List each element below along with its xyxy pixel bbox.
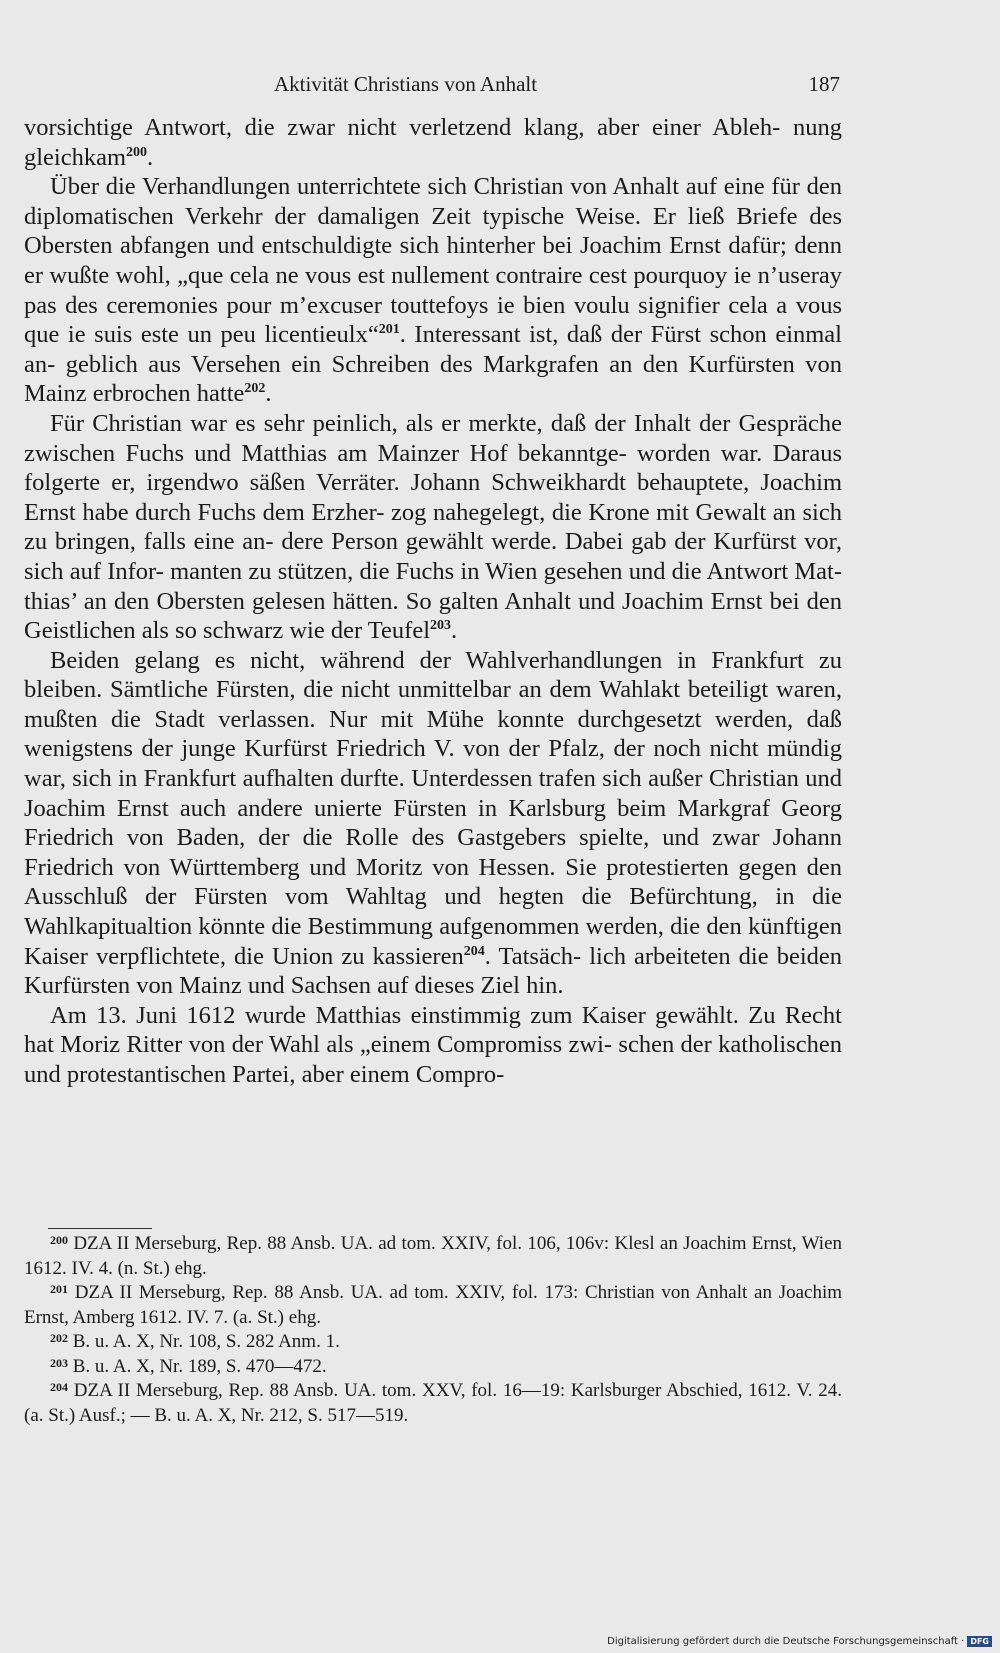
paragraph-1: vorsichtige Antwort, die zwar nicht verletzend klang, aber einer Ableh- nung gleichkam$^{200}$. (24, 114, 842, 171)
paragraph-2: Über die Verhandlungen unterrichtete sich Christian von Anhalt auf eine für den diplomatischen Verkehr der damaligen Zeit typische Weise. Er ließ Briefe des Obersten abfangen und entschuldigte sich hinterher bei Joachim Ernst dafür; denn er wußte wohl, „que cela ne vous est nullement contraire cest pourquoy ie n’useray pas des ceremonies pour m’excuser touttefoys ie bien voulu signifier cela a vous que ie suis este un peu licentieulx“$^{201}$. Interessant ist, daß der Fürst schon einmal an- geblich aus Versehen ein Schreiben des Markgrafen an den Kurfürsten von Mainz erbrochen hatte$^{202}$. (24, 173, 842, 408)
main-text (24, 113, 842, 1090)
credit-text: Digitalisierung gefördert durch die Deutsche Forschungsgemeinschaft · (607, 1636, 965, 1647)
footnote-ref-200[interactable]: 200 (126, 144, 148, 160)
paragraph-4: Beiden gelang es nicht, während der Wahlverhandlungen in Frankfurt zu bleiben. Sämtliche Fürsten, die nicht unmittelbar an dem Wahlakt beteiligt waren, mußten die Stadt verlassen. Nur mit Mühe konnte durchgesetzt werden, daß wenigstens der junge Kurfürst Friedrich V. von der Pfalz, der noch nicht mündig war, sich in Frankfurt aufhalten durfte. Unterdessen trafen sich außer Christian und Joachim Ernst auch andere unierte Fürsten in Karlsburg beim Markgraf Georg Friedrich von Baden, der die Rolle des Gastgebers spielte, und zwar Johann Friedrich von Württemberg und Moritz von Hessen. Sie protestierten gegen den Ausschluß der Fürsten vom Wahltag und hegten die Befürchtung, in die Wahlkapitualtion könnte die Bestimmung aufgenommen werden, die den künftigen Kaiser verpflichtete, die Union zu kassieren$^{204}$. Tatsäch- lich arbeiteten die beiden Kurfürsten von Mainz und Sachsen auf dieses Ziel hin. (24, 646, 842, 1000)
footnote-202: $^{202}$ B. u. A. X, Nr. 108, S. 282 Anm. 1. (50, 1331, 340, 1352)
footnote-ref-201[interactable]: 201 (378, 322, 400, 338)
running-title: Aktivität Christians von Anhalt (274, 72, 538, 96)
digitization-credit (607, 1636, 992, 1647)
footnote-203: $^{203}$ B. u. A. X, Nr. 189, S. 470—472. (50, 1355, 327, 1377)
paragraph-5: Am 13. Juni 1612 wurde Matthias einstimmig zum Kaiser gewählt. Zu Recht hat Moriz Ritter von der Wahl als „einem Compromiss zwi- schen der katholischen und protestantischen Partei, aber einem Compro- (24, 1001, 842, 1088)
page-header (24, 72, 840, 100)
footnote-201: $^{201}$ DZA II Merseburg, Rep. 88 Ansb. UA. ad tom. XXIV, fol. 173: Christian von Anhalt an Joachim Ernst, Amberg 1612. IV. 7. (a. St.) ehg. (24, 1282, 843, 1328)
footnote-ref-203[interactable]: 203 (430, 618, 452, 634)
footnotes (24, 1232, 842, 1428)
dfg-logo: DFG (967, 1636, 992, 1647)
page-number: 187 (808, 72, 840, 96)
footnote-ref-202[interactable]: 202 (244, 381, 266, 397)
footnote-200: $^{200}$ DZA II Merseburg, Rep. 88 Ansb. UA. ad tom. XXIV, fol. 106, 106v: Klesl an Joachim Ernst, Wien 1612. IV. 4. (n. St.) ehg. (24, 1233, 843, 1279)
paragraph-3: Für Christian war es sehr peinlich, als er merkte, daß der Inhalt der Gespräche zwischen Fuchs und Matthias am Mainzer Hof bekanntge- worden war. Daraus folgerte er, irgendwo säßen Verräter. Johann Schweikhardt behauptete, Joachim Ernst habe durch Fuchs dem Erzher- zog nahegelegt, die Krone mit Gewalt an sich zu bringen, falls eine an- dere Person gewählt werde. Dabei gab der Kurfürst vor, sich auf Infor- manten zu stützen, die Fuchs in Wien gesehen und die Antwort Mat- thias’ an den Obersten gelesen hätten. So galten Anhalt und Joachim Ernst bei den Geistlichen als so schwarz wie der Teufel$^{203}$. (24, 409, 842, 645)
footnote-divider (48, 1228, 152, 1229)
footnote-ref-204[interactable]: 204 (463, 943, 485, 959)
footnote-204: $^{204}$ DZA II Merseburg, Rep. 88 Ansb. UA. tom. XXV, fol. 16—19: Karlsburger Abschied, 1612. V. 24. (a. St.) Ausf.; — B. u. A. X, Nr. 212, S. 517—519. (24, 1380, 843, 1426)
